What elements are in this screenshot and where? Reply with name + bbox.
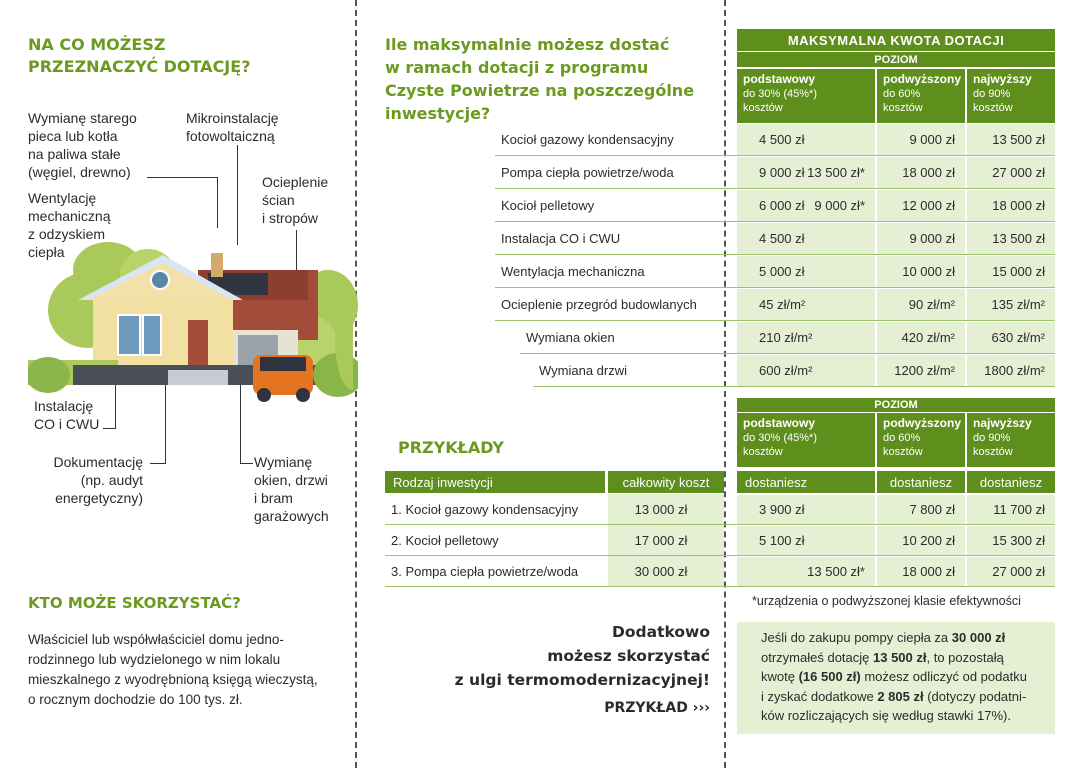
value-cell: 12 000 zł [877, 190, 965, 221]
row-label: Wymiana drzwi [539, 362, 628, 378]
value-basic: 9 000 zł [759, 165, 805, 180]
example-label: 3. Pompa ciepła powietrze/woda [391, 563, 579, 579]
house-illustration [28, 235, 358, 405]
example-cost: 13 000 zł [608, 494, 724, 524]
example-cost: 17 000 zł [608, 525, 724, 555]
value-cell: 135 zł/m² [967, 289, 1055, 320]
value-cell: 13 500 zł [967, 223, 1055, 254]
label-ocieplenie: Ocieplenie ścian i stropów [262, 174, 329, 226]
value-cell: 10 200 zł [877, 526, 965, 555]
value-cell: 1800 zł/m² [967, 355, 1055, 386]
value-cell [737, 157, 875, 188]
value-basic: 5 100 zł [759, 533, 805, 548]
level-header: podstawowy do 30% (45%*) kosztów [737, 69, 875, 123]
row-label: Wymiana okien [526, 329, 615, 345]
row-label: Pompa ciepła powietrze/woda [501, 164, 674, 180]
row-separator [533, 386, 1055, 387]
value-cell: 9 000 zł [877, 124, 965, 155]
label-piec: Wymianę starego pieca lub kotła na paliwa stałe (węgiel, drewno) [28, 110, 137, 180]
value-cell: 10 000 zł [877, 256, 965, 287]
value-cell: 15 000 zł [967, 256, 1055, 287]
value-cell [737, 289, 875, 320]
value-basic: 210 zł/m² [759, 330, 813, 345]
value-cell [737, 557, 875, 586]
value-cell: 7 800 zł [877, 495, 965, 524]
example-label: 1. Kocioł gazowy kondensacyjny [391, 501, 579, 517]
example-cost: 30 000 zł [608, 556, 724, 586]
value-cell [737, 495, 875, 524]
row-label: Wentylacja mechaniczna [501, 263, 645, 279]
row-separator [385, 555, 1055, 556]
value-basic: 4 500 zł [759, 132, 805, 147]
level-header: najwyższy do 90% kosztów [967, 413, 1055, 467]
row-separator [385, 524, 1055, 525]
value-basic: 6 000 zł [759, 198, 805, 213]
dostaniesz-header: dostaniesz [737, 471, 875, 493]
value-cell: 90 zł/m² [877, 289, 965, 320]
label-dokumentacja: Dokumentację (np. audyt energetyczny) [53, 454, 143, 506]
value-cell [737, 355, 875, 386]
row-label: Ocieplenie przegród budowlanych [501, 296, 697, 312]
row-separator [495, 188, 1055, 189]
example-label: 2. Kocioł pelletowy [391, 532, 499, 548]
przyklad-link[interactable]: PRZYKŁAD ››› [604, 700, 710, 716]
value-basic: 600 zł/m² [759, 363, 813, 378]
who-title: KTO MOŻE SKORZYSTAĆ? [28, 594, 241, 612]
value-basic-plus: 9 000 zł* [814, 198, 865, 213]
value-basic: 3 900 zł [759, 502, 805, 517]
question-title: Ile maksymalnie możesz dostać w ramach dotacji z programu Czyste Powietrze na poszczególne inwestycje? [385, 35, 695, 123]
value-basic: 5 000 zł [759, 264, 805, 279]
value-cell: 27 000 zł [967, 557, 1055, 586]
leader-line [237, 145, 238, 245]
level-header: najwyższy do 90% kosztów [967, 69, 1055, 123]
value-cell: 13 500 zł [967, 124, 1055, 155]
leader-line [147, 177, 218, 228]
row-label: Kocioł gazowy kondensacyjny [501, 131, 674, 147]
max-title: MAKSYMALNA KWOTA DOTACJI [737, 29, 1055, 51]
level-header: podstawowy do 30% (45%*) kosztów [737, 413, 875, 467]
value-cell: 420 zł/m² [877, 322, 965, 353]
level-header: podwyższony do 60% kosztów [877, 69, 965, 123]
label-fotowoltaika: Mikroinstalację fotowoltaiczną [186, 110, 279, 144]
value-cell [737, 190, 875, 221]
value-basic: 4 500 zł [759, 231, 805, 246]
row-separator [495, 221, 1055, 222]
label-okna: Wymianę okien, drzwi i bram garażowych [254, 454, 329, 524]
value-cell: 18 000 zł [967, 190, 1055, 221]
row-separator [495, 287, 1055, 288]
footnote: *urządzenia o podwyższonej klasie efektywności [752, 594, 1021, 608]
dostaniesz-header: dostaniesz [877, 471, 965, 493]
value-cell: 9 000 zł [877, 223, 965, 254]
tax-info-box: Jeśli do zakupu pompy ciepła za 30 000 zł otrzymałeś dotację 13 500 zł, to pozostałą kwotę (16 500 zł) możesz odliczyć od podatku i zyskać dodatkowe 2 805 zł (dotyczy podatni- ków rozliczających się według stawki 17%). [737, 622, 1055, 734]
row-label: Kocioł pelletowy [501, 197, 595, 213]
value-cell [737, 223, 875, 254]
row-separator [520, 353, 1055, 354]
section-title: NA CO MOŻESZ PRZEZNACZYĆ DOTACJĘ? [28, 35, 251, 76]
value-cell [737, 256, 875, 287]
row-separator [385, 586, 1055, 587]
value-basic-plus: 13 500 zł* [807, 165, 865, 180]
level-header: podwyższony do 60% kosztów [877, 413, 965, 467]
row-label: Instalacja CO i CWU [501, 230, 621, 246]
label-wentylacja: Wentylację mechaniczną z odzyskiem ciepła [28, 190, 111, 260]
row-separator [495, 320, 1055, 321]
bush-illustration [335, 280, 353, 390]
value-cell: 11 700 zł [967, 495, 1055, 524]
who-text: Właściciel lub współwłaściciel domu jedno- rodzinnego lub wydzielonego w nim lokalu mieszkalnego z wyodrębnioną księgą wieczystą, o rocznym dochodzie do 100 tys. zł. [28, 632, 318, 707]
value-basic: 45 zł/m² [759, 297, 806, 312]
value-cell: 27 000 zł [967, 157, 1055, 188]
examples-header: Rodzaj inwestycji [385, 471, 605, 493]
poziom-header: POZIOM [737, 52, 1055, 67]
dostaniesz-header: dostaniesz [967, 471, 1055, 493]
poziom-header: POZIOM [737, 398, 1055, 412]
examples-title: PRZYKŁADY [398, 438, 504, 457]
value-cell: 630 zł/m² [967, 322, 1055, 353]
value-cell: 18 000 zł [877, 557, 965, 586]
value-cell: 1200 zł/m² [877, 355, 965, 386]
value-cell: 15 300 zł [967, 526, 1055, 555]
value-cell [737, 322, 875, 353]
value-cell: 18 000 zł [877, 157, 965, 188]
examples-header: całkowity koszt [608, 471, 724, 493]
row-separator [495, 254, 1055, 255]
value-cell [737, 526, 875, 555]
extra-note: Dodatkowo możesz skorzystać z ulgi termomodernizacyjnej! [454, 623, 710, 689]
value-basic-plus: 13 500 zł* [807, 564, 865, 579]
value-cell [737, 124, 875, 155]
label-co: Instalację CO i CWU [34, 398, 100, 432]
row-separator [495, 155, 1055, 156]
